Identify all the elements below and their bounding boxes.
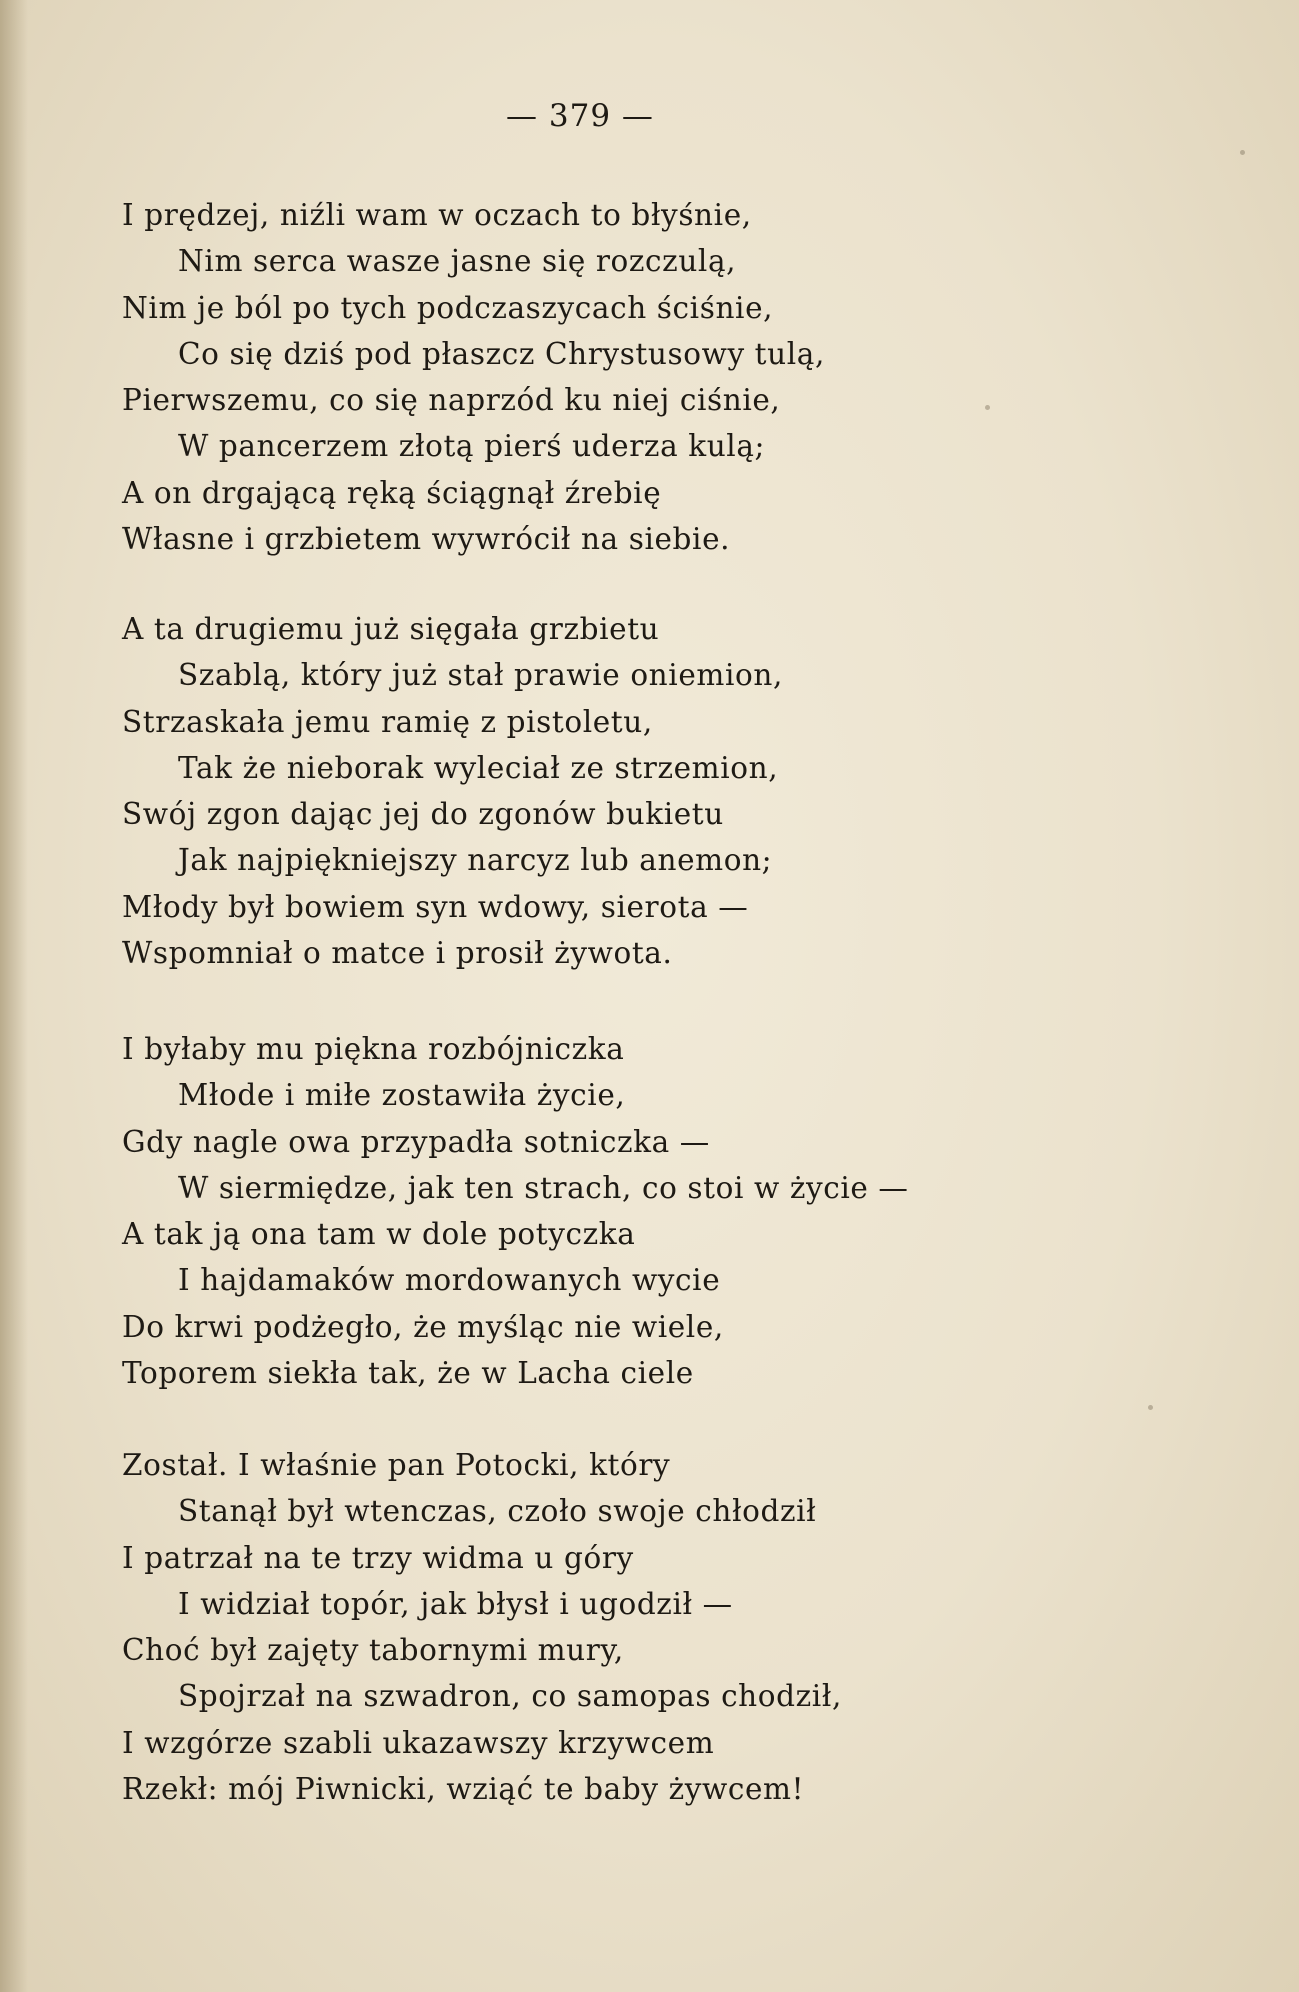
verse-line: Strzaskała jemu ramię z pistoletu, <box>122 704 653 739</box>
verse-line: Młody był bowiem syn wdowy, sierota — <box>122 889 749 924</box>
stanza-2 <box>122 606 783 976</box>
verse-line: Jak najpiękniejszy narcyz lub anemon; <box>178 843 773 878</box>
page-number: — 379 — <box>506 98 654 134</box>
verse-line: Co się dziś pod płaszcz Chrystusowy tulą, <box>178 336 825 371</box>
verse-line: W siermiędze, jak ten strach, co stoi w życie — <box>178 1170 909 1205</box>
verse-line: A on drgającą ręką ściągnął źrebię <box>122 475 662 510</box>
verse-line: Nim serca wasze jasne się rozczulą, <box>178 244 737 279</box>
verse-line: Własne i grzbietem wywrócił na siebie. <box>122 522 731 557</box>
verse-line: Spojrzał na szwadron, co samopas chodził, <box>178 1679 842 1714</box>
verse-line: Toporem siekła tak, że w Lacha ciele <box>122 1356 694 1391</box>
verse-line: Wspomniał o matce i prosił żywota. <box>122 936 673 971</box>
verse-line: Do krwi podżegło, że myśląc nie wiele, <box>122 1309 724 1344</box>
verse-line: Stanął był wtenczas, czoło swoje chłodził <box>178 1494 817 1529</box>
verse-line: A tak ją ona tam w dole potyczka <box>122 1217 636 1252</box>
verse-line: I widział topór, jak błysł i ugodził — <box>178 1586 733 1621</box>
verse-line: Tak że nieborak wyleciał ze strzemion, <box>178 750 779 785</box>
paper-speck <box>1240 150 1245 155</box>
verse-line: Rzekł: mój Piwnicki, wziąć te baby żywcem! <box>122 1772 805 1807</box>
verse-line: Nim je ból po tych podczaszycach ściśnie, <box>122 290 774 325</box>
verse-line: I prędzej, niźli wam w oczach to błyśnie, <box>122 198 752 232</box>
verse-line: Został. I właśnie pan Potocki, który <box>122 1448 671 1482</box>
verse-line: Młode i miłe zostawiła życie, <box>178 1078 626 1113</box>
verse-line: I patrzał na te trzy widma u góry <box>122 1540 634 1575</box>
verse-line: I hajdamaków mordowanych wycie <box>178 1263 721 1298</box>
page-gutter-shadow <box>0 0 28 1992</box>
verse-line: Gdy nagle owa przypadła sotniczka — <box>122 1124 710 1159</box>
paper-speck <box>985 405 990 410</box>
verse-line: Pierwszemu, co się naprzód ku niej ciśnie, <box>122 383 781 418</box>
verse-line: Choć był zajęty tabornymi mury, <box>122 1633 624 1668</box>
verse-line: A ta drugiemu już sięgała grzbietu <box>122 612 660 646</box>
verse-line: I wzgórze szabli ukazawszy krzywcem <box>122 1725 715 1760</box>
paper-speck <box>1148 1405 1153 1410</box>
stanza-1 <box>122 192 825 562</box>
verse-line: Szablą, który już stał prawie oniemion, <box>178 658 783 693</box>
verse-line: Swój zgon dając jej do zgonów bukietu <box>122 797 724 832</box>
verse-line: W pancerzem złotą pierś uderza kulą; <box>178 429 766 464</box>
stanza-4 <box>122 1442 842 1812</box>
stanza-3 <box>122 1026 909 1396</box>
verse-line: I byłaby mu piękna rozbójniczka <box>122 1032 625 1066</box>
